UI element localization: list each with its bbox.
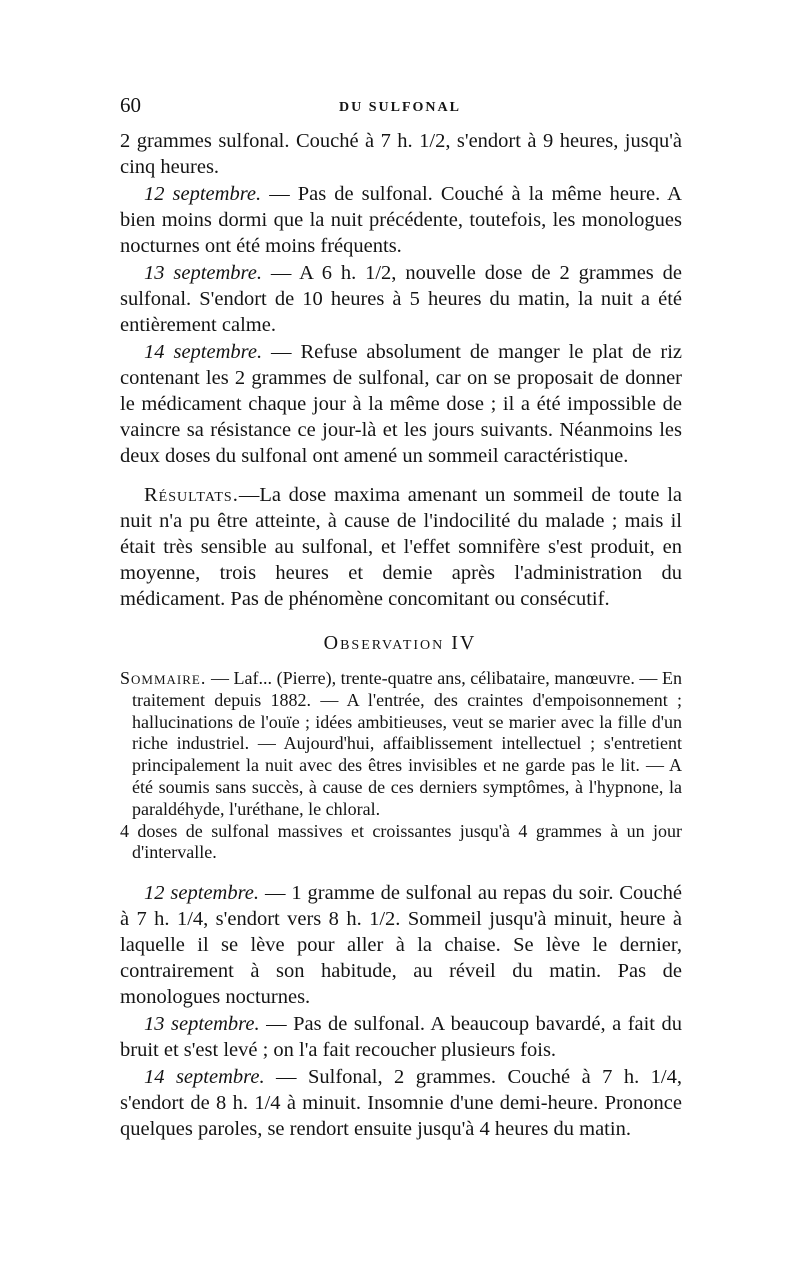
paragraph-date: 12 septembre. bbox=[144, 183, 262, 205]
paragraph bbox=[120, 128, 682, 180]
paragraph bbox=[120, 1064, 682, 1142]
paragraph-date: 12 septembre. bbox=[144, 882, 260, 904]
results-section bbox=[120, 482, 682, 612]
paragraph-text: — A 6 h. 1/2, nouvelle dose de 2 grammes de sulfonal. S'endort de 10 heures à 5 heures du matin, la nuit a été entièrement calme. bbox=[120, 262, 682, 336]
running-head: DU SULFONAL bbox=[339, 100, 461, 115]
paragraph bbox=[120, 1011, 682, 1063]
top-section bbox=[120, 128, 682, 469]
page-number: 60 bbox=[120, 93, 141, 117]
results-paragraph bbox=[120, 482, 682, 612]
summary-section bbox=[120, 668, 682, 864]
paragraph-text: — Pas de sulfonal. Couché à la même heure. A bien moins dormi que la nuit précédente, toutefois, les monologues nocturnes ont été moins fréquents. bbox=[120, 183, 682, 257]
paragraph bbox=[120, 260, 682, 338]
summary-paragraph-2: 4 doses de sulfonal massives et croissantes jusqu'à 4 grammes à un jour d'intervalle. bbox=[120, 820, 682, 863]
paragraph-text: 2 grammes sulfonal. Couché à 7 h. 1/2, s'endort à 9 heures, jusqu'à cinq heures. bbox=[120, 130, 682, 178]
observation-title: Observation IV bbox=[323, 632, 477, 654]
results-text: —La dose maxima amenant un sommeil de toute la nuit n'a pu être atteinte, à cause de l'indocilité du malade ; mais il était très sensible au sulfonal, et l'effet somnifère s'est produit, en moyenne, trois heures et demie après l'administration du médicament. Pas de phénomène concomitant ou consécutif. bbox=[120, 484, 682, 610]
paragraph-text: — 1 gramme de sulfonal au repas du soir. Couché à 7 h. 1/4, s'endort vers 8 h. 1/2. Sommeil jusqu'à minuit, heure à laquelle il se lève pour aller à la chaise. Se lève le dernier, contrairement à son habitude, au réveil du matin. Pas de monologues nocturnes. bbox=[120, 882, 682, 1008]
summary-text: — Laf... (Pierre), trente-quatre ans, célibataire, manœuvre. — En traitement depuis 1882. — A l'entrée, des craintes d'empoisonnement ; hallucinations de l'ouïe ; idées ambitieuses, veut se marier avec la fille d'un riche industriel. — Aujourd'hui, affaiblissement intellectuel ; s'entretient principalement la nuit avec des êtres invisibles et ne garde pas le lit. — A été soumis sans succès, à cause de ces derniers symptômes, à l'hypnone, la paraldéhyde, l'uréthane, le chloral. bbox=[132, 668, 682, 819]
paragraph-text: — Refuse absolument de manger le plat de riz contenant les 2 grammes de sulfonal, car on se proposait de donner le médicament chaque jour à la même dose ; il a été impossible de vaincre sa résistance ce jour-là et les jours suivants. Néanmoins les deux doses du sulfonal ont amené un sommeil caractéristique. bbox=[120, 341, 682, 467]
paragraph-date: 14 septembre. bbox=[144, 341, 263, 363]
results-label: Résultats. bbox=[144, 484, 239, 506]
paragraph-text: — Pas de sulfonal. A beaucoup bavardé, a fait du bruit et s'est levé ; on l'a fait recoucher plusieurs fois. bbox=[120, 1013, 682, 1061]
summary-paragraph bbox=[120, 668, 682, 821]
paragraph bbox=[120, 181, 682, 259]
paragraph-date: 13 septembre. bbox=[144, 1013, 260, 1035]
paragraph-text: — Sulfonal, 2 grammes. Couché à 7 h. 1/4, s'endort de 8 h. 1/4 à minuit. Insomnie d'une demi-heure. Prononce quelques paroles, se rendort ensuite jusqu'à 4 heures du matin. bbox=[120, 1066, 682, 1140]
paragraph-date: 14 septembre. bbox=[144, 1066, 265, 1088]
bottom-section bbox=[120, 880, 682, 1142]
paragraph-date: 13 septembre. bbox=[144, 262, 263, 284]
summary-label: Sommaire. bbox=[120, 668, 207, 688]
paragraph bbox=[120, 339, 682, 469]
paragraph bbox=[120, 880, 682, 1010]
